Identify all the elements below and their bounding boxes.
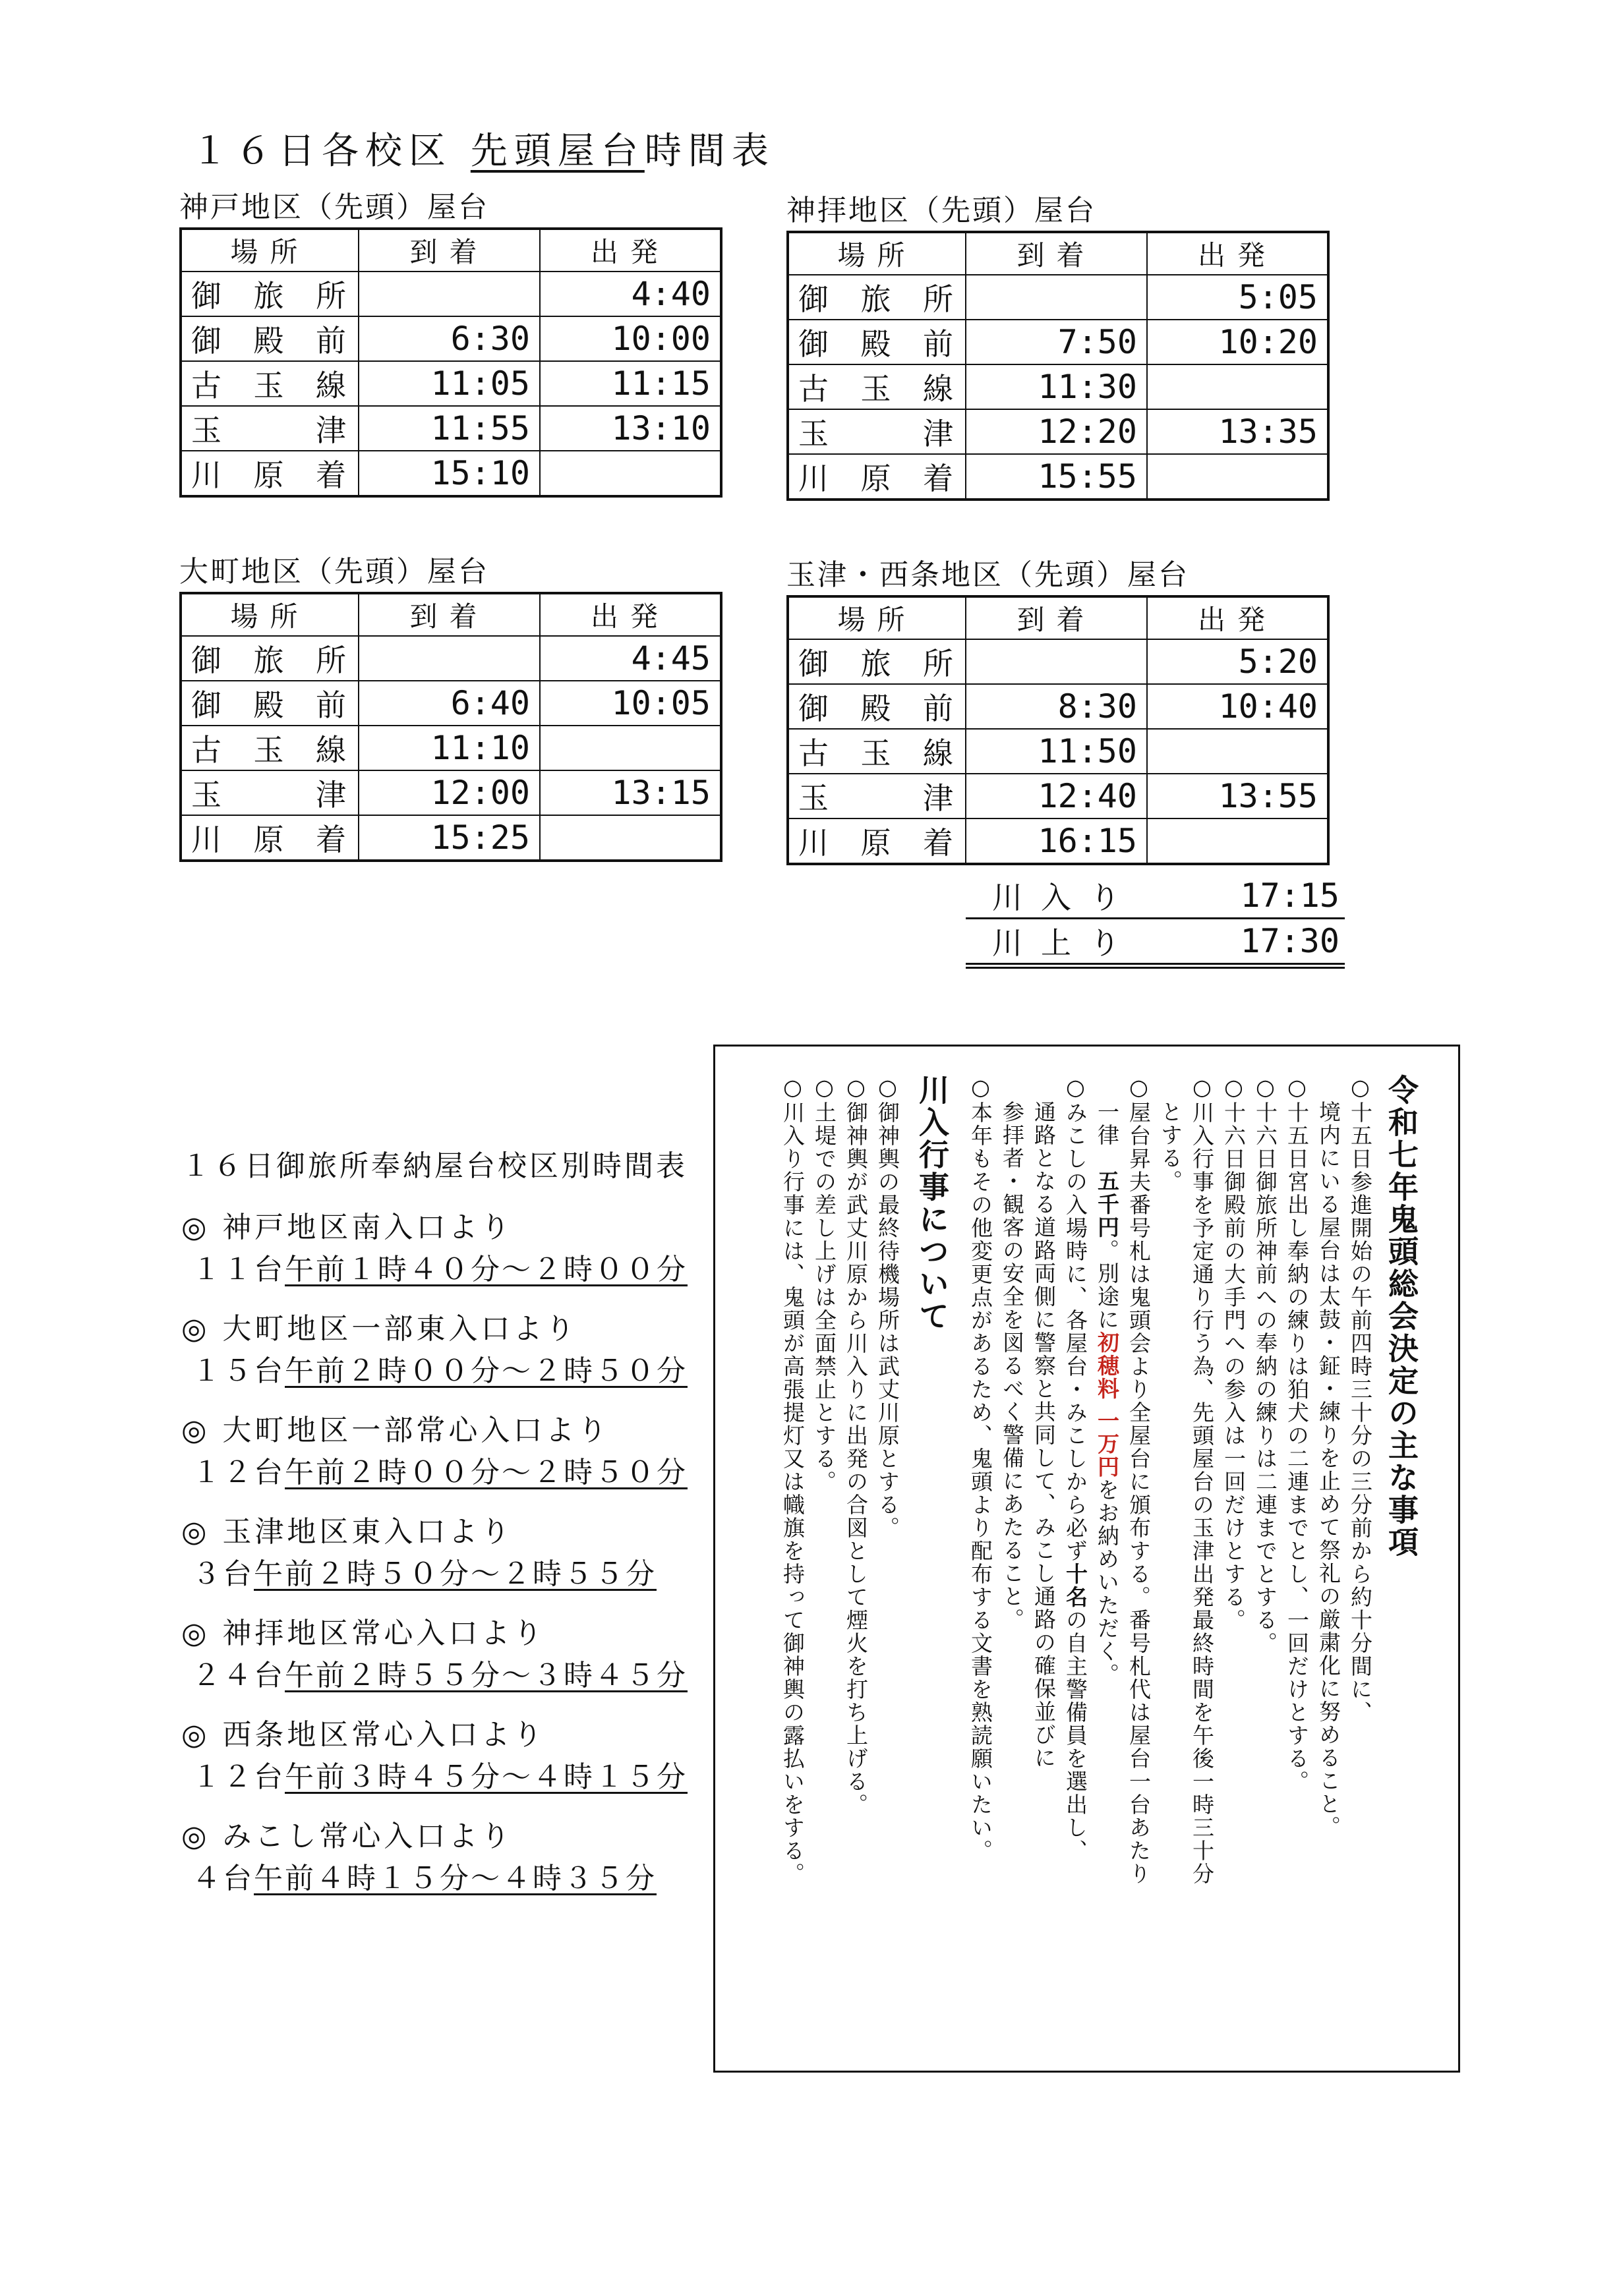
cell-depart: 10:00 xyxy=(540,316,721,361)
notice-line xyxy=(1060,1047,1090,2071)
header-arrive: 到着 xyxy=(359,593,540,636)
notice-line: ○御神輿が武丈川原から川入りに出発の合図として煙火を打ち上げる。 xyxy=(843,1074,869,1816)
offering-entry xyxy=(181,1511,709,1595)
cell-arrive: 15:55 xyxy=(966,454,1147,500)
page-title xyxy=(191,122,775,175)
notice-line: 通路となる道路両側に警察と共同して、みこし通路の確保並びに xyxy=(1031,1101,1057,1769)
cell-arrive: 11:10 xyxy=(359,726,540,770)
header-place: 場所 xyxy=(181,229,359,272)
schedule-table xyxy=(786,231,1330,501)
cell-arrive: 6:40 xyxy=(359,681,540,726)
table-row xyxy=(788,275,1328,320)
offering-time: 午前２時５５分～３時４５分 xyxy=(285,1659,688,1692)
table-row xyxy=(181,406,721,451)
offering-time: 午前２時５０分～２時５５分 xyxy=(254,1557,657,1591)
table-row xyxy=(181,451,721,496)
offering-count: １２台 xyxy=(192,1760,285,1794)
cell-arrive xyxy=(966,639,1147,684)
cell-depart: 10:40 xyxy=(1147,684,1328,729)
table-row xyxy=(788,639,1328,684)
offering-time-line xyxy=(181,1249,709,1291)
offering-entry xyxy=(181,1613,709,1697)
notice-line: 参拝者・観客の安全を図るべく警備にあたること。 xyxy=(999,1101,1025,1631)
cell-place: 川原着 xyxy=(788,454,966,500)
offering-time: 午前２時００分～２時５０分 xyxy=(285,1354,688,1388)
offering-time: 午前３時４５分～４時１５分 xyxy=(285,1760,688,1794)
cell-place: 古玉線 xyxy=(788,729,966,774)
cell-place: 古玉線 xyxy=(788,364,966,409)
notice-title: 令和七年鬼頭総会決定の主な事項 xyxy=(1384,1074,1419,1559)
notice-fee: 初穂料 一万円 xyxy=(1094,1331,1120,1479)
cell-place: 御旅所 xyxy=(181,272,359,316)
page-title-post: 時間表 xyxy=(644,130,775,173)
cell-depart: 13:10 xyxy=(540,406,721,451)
cell-arrive: 15:25 xyxy=(359,815,540,861)
page-title-emphasis: 先頭屋台 xyxy=(470,130,645,173)
offering-location: ◎ 西条地区常心入口より xyxy=(181,1718,546,1752)
offering-count: ３台 xyxy=(192,1557,254,1591)
table-row xyxy=(181,726,721,770)
cell-depart: 13:55 xyxy=(1147,774,1328,818)
offering-location: ◎ 玉津地区東入口より xyxy=(181,1515,514,1549)
offering-time: 午前４時１５分～４時３５分 xyxy=(254,1862,657,1895)
table-row xyxy=(181,681,721,726)
cell-arrive xyxy=(359,636,540,681)
notice-text: ○みこしの入場時に、各屋台・みこしから必ず xyxy=(1063,1074,1088,1563)
schedule-caption: 玉津・西条地区（先頭）屋台 xyxy=(786,558,1189,592)
cell-place: 御旅所 xyxy=(181,636,359,681)
schedule-caption: 大町地区（先頭）屋台 xyxy=(179,555,489,588)
cell-place: 川原着 xyxy=(788,818,966,864)
offering-entry xyxy=(181,1816,709,1900)
notice-text: の自主警備員を選出し、 xyxy=(1063,1609,1088,1862)
offering-schedule xyxy=(181,1143,709,1900)
offering-time-line xyxy=(181,1655,709,1697)
cell-arrive: 16:15 xyxy=(966,818,1147,864)
notice-line: ○十五日参進開始の午前四時三十分の三分前から約十分間に、 xyxy=(1347,1074,1373,1724)
cell-place: 玉津 xyxy=(788,409,966,454)
cell-depart: 11:15 xyxy=(540,361,721,406)
river-enter-row xyxy=(966,874,1345,919)
offering-time-line xyxy=(181,1350,709,1392)
schedule-table xyxy=(179,227,722,498)
river-enter-label: 川入り xyxy=(992,880,1124,915)
schedule-kobe xyxy=(179,188,720,498)
offering-time-line xyxy=(181,1452,709,1494)
cell-arrive: 6:30 xyxy=(359,316,540,361)
notice-line: 境内にいる屋台は太鼓・鉦・練りを止めて祭礼の厳粛化に努めること。 xyxy=(1316,1101,1341,1839)
cell-arrive: 8:30 xyxy=(966,684,1147,729)
river-exit-row xyxy=(966,919,1345,969)
table-row xyxy=(788,684,1328,729)
offering-location: ◎ 大町地区一部常心入口より xyxy=(181,1414,610,1447)
table-row xyxy=(181,770,721,815)
offering-entry xyxy=(181,1207,709,1291)
offering-time: 午前１時４０分～２時００分 xyxy=(285,1253,688,1286)
cell-depart: 10:20 xyxy=(1147,320,1328,364)
cell-arrive: 12:40 xyxy=(966,774,1147,818)
cell-arrive: 11:30 xyxy=(966,364,1147,409)
table-row xyxy=(788,774,1328,818)
table-row xyxy=(788,818,1328,864)
cell-depart xyxy=(540,451,721,496)
river-times xyxy=(966,874,1345,969)
schedule-table xyxy=(179,592,722,862)
cell-arrive: 12:20 xyxy=(966,409,1147,454)
cell-arrive: 12:00 xyxy=(359,770,540,815)
table-row xyxy=(181,815,721,861)
cell-depart: 10:05 xyxy=(540,681,721,726)
notice-line: ○屋台昇夫番号札は鬼頭会より全屋台に頒布する。番号札代は屋台一台あたり xyxy=(1126,1074,1152,1885)
notice-box xyxy=(713,1045,1460,2073)
table-header-row xyxy=(788,232,1328,275)
table-header-row xyxy=(181,229,721,272)
offering-location: ◎ みこし常心入口より xyxy=(181,1820,514,1853)
cell-place: 古玉線 xyxy=(181,726,359,770)
offering-time-line xyxy=(181,1553,709,1595)
schedule-table xyxy=(786,595,1330,865)
notice-count: 十名 xyxy=(1063,1563,1088,1609)
river-section-title: 川入行事について xyxy=(914,1074,950,1333)
table-row xyxy=(181,272,721,316)
cell-arrive xyxy=(359,272,540,316)
header-depart: 出発 xyxy=(540,593,721,636)
schedule-caption: 神拝地区（先頭）屋台 xyxy=(786,194,1096,227)
table-row xyxy=(181,361,721,406)
cell-depart: 5:05 xyxy=(1147,275,1328,320)
offering-entry xyxy=(181,1714,709,1798)
notice-amount: 五千円 xyxy=(1094,1170,1120,1239)
offering-count: １２台 xyxy=(192,1456,285,1489)
table-header-row xyxy=(788,596,1328,639)
cell-place: 玉津 xyxy=(788,774,966,818)
cell-place: 玉津 xyxy=(181,406,359,451)
header-depart: 出発 xyxy=(1147,232,1328,275)
schedule-omachi xyxy=(179,552,720,862)
river-exit-time: 17:30 xyxy=(1240,922,1339,960)
page-title-pre: １６日各校区 xyxy=(191,130,471,173)
cell-place: 御旅所 xyxy=(788,275,966,320)
cell-place: 御殿前 xyxy=(788,684,966,729)
cell-place: 御旅所 xyxy=(788,639,966,684)
schedule-kannogami xyxy=(786,191,1327,501)
offering-count: １５台 xyxy=(192,1354,285,1388)
offering-time-line xyxy=(181,1858,709,1900)
header-place: 場所 xyxy=(788,596,966,639)
header-depart: 出発 xyxy=(1147,596,1328,639)
cell-depart xyxy=(1147,364,1328,409)
schedule-tamatsu-saijo xyxy=(786,556,1327,865)
notice-line: ○御神輿の最終待機場所は武丈川原とする。 xyxy=(875,1074,900,1539)
cell-arrive: 15:10 xyxy=(359,451,540,496)
cell-place: 御殿前 xyxy=(788,320,966,364)
cell-arrive: 11:50 xyxy=(966,729,1147,774)
river-enter-time: 17:15 xyxy=(1240,876,1339,915)
schedule-caption: 神戸地区（先頭）屋台 xyxy=(179,190,489,224)
offering-title: １６日御旅所奉納屋台校区別時間表 xyxy=(181,1149,688,1183)
cell-arrive: 11:05 xyxy=(359,361,540,406)
cell-depart: 4:45 xyxy=(540,636,721,681)
header-arrive: 到着 xyxy=(359,229,540,272)
offering-count: １１台 xyxy=(192,1253,285,1286)
notice-line: とする。 xyxy=(1158,1101,1183,1193)
cell-place: 川原着 xyxy=(181,815,359,861)
table-row xyxy=(788,409,1328,454)
header-place: 場所 xyxy=(788,232,966,275)
cell-place: 川原着 xyxy=(181,451,359,496)
cell-arrive xyxy=(966,275,1147,320)
notice-line: ○土堤での差し上げは全面禁止とする。 xyxy=(811,1074,837,1493)
offering-entry xyxy=(181,1308,709,1392)
offering-location: ◎ 大町地区一部東入口より xyxy=(181,1312,578,1346)
table-row xyxy=(181,636,721,681)
cell-depart xyxy=(1147,729,1328,774)
table-row xyxy=(788,320,1328,364)
offering-count: ２４台 xyxy=(192,1659,285,1692)
notice-line: ○十六日御殿前の大手門への参入は一回だけとする。 xyxy=(1221,1074,1247,1632)
cell-place: 玉津 xyxy=(181,770,359,815)
notice-line: ○川入り行事には、鬼頭が高張提灯又は幟旗を持って御神輿の露払いをする。 xyxy=(780,1074,806,1885)
cell-depart xyxy=(1147,454,1328,500)
cell-place: 古玉線 xyxy=(181,361,359,406)
cell-depart: 13:15 xyxy=(540,770,721,815)
header-arrive: 到着 xyxy=(966,596,1147,639)
offering-entry xyxy=(181,1410,709,1494)
cell-depart: 4:40 xyxy=(540,272,721,316)
header-depart: 出発 xyxy=(540,229,721,272)
notice-line: ○十五日宮出し奉納の練りは狛犬の二連までとし、一回だけとする。 xyxy=(1284,1074,1310,1793)
offering-time: 午前２時００分～２時５０分 xyxy=(285,1456,688,1489)
cell-arrive: 11:55 xyxy=(359,406,540,451)
notice-text: 一律 xyxy=(1094,1101,1120,1147)
cell-depart xyxy=(540,815,721,861)
notice-line: ○本年もその他変更点があるため、鬼頭より配布する文書を熟読願いたい。 xyxy=(968,1074,993,1862)
header-arrive: 到着 xyxy=(966,232,1147,275)
cell-place: 御殿前 xyxy=(181,681,359,726)
offering-location: ◎ 神拝地区常心入口より xyxy=(181,1617,546,1650)
cell-depart xyxy=(540,726,721,770)
table-row xyxy=(181,316,721,361)
notice-line: ○十六日御旅所神前への奉納の練りは二連までとする。 xyxy=(1252,1074,1278,1655)
offering-count: ４台 xyxy=(192,1862,254,1895)
table-row xyxy=(788,364,1328,409)
table-row xyxy=(788,454,1328,500)
notice-line: ○川入行事を予定通り行う為、先頭屋台の玉津出発最終時間を午後一時三十分 xyxy=(1189,1074,1215,1885)
cell-place: 御殿前 xyxy=(181,316,359,361)
offering-time-line xyxy=(181,1756,709,1798)
table-row xyxy=(788,729,1328,774)
notice-line xyxy=(1092,1047,1122,2071)
header-place: 場所 xyxy=(181,593,359,636)
offering-location: ◎ 神戸地区南入口より xyxy=(181,1211,514,1244)
cell-depart: 5:20 xyxy=(1147,639,1328,684)
cell-arrive: 7:50 xyxy=(966,320,1147,364)
cell-depart xyxy=(1147,818,1328,864)
notice-text: 。別途に xyxy=(1094,1239,1120,1331)
table-header-row xyxy=(181,593,721,636)
notice-text: をお納めいただく。 xyxy=(1094,1478,1120,1686)
cell-depart: 13:35 xyxy=(1147,409,1328,454)
river-exit-label: 川上り xyxy=(992,925,1124,961)
